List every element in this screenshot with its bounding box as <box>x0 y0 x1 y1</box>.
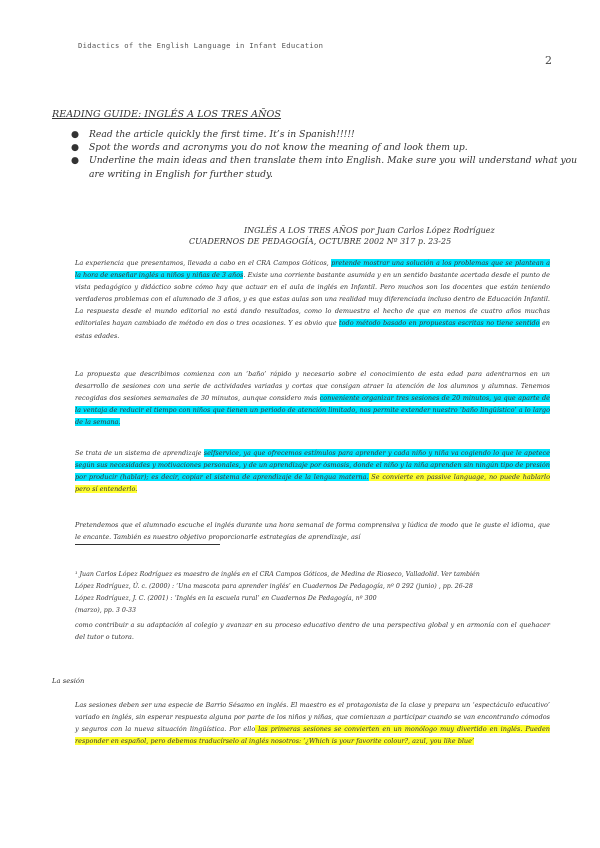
continuation-text: como contribuir a su adaptación al colegio y avanzar en su proceso educativo dentro de una perspectiva global y en armonía con el quehacer del tutor o tutora. <box>75 621 550 642</box>
paragraph-1: La experiencia que presentamos, llevada a cabo en el CRA Campos Góticos, pretende mostrar una solución a los problemas que se plantean a la hora de enseñar inglés a niños y niñas de 3 años. Existe una corriente bastante asumida y en un sentido bastante acertada desde el punto de vista pedagógico y didáctico sobre cómo hay que actuar en el aula de inglés en Infantil. Pero muchos son los docentes que están teniendo verdaderos problemas con el alumnado de 3 años, y es que estas aulas son una realidad muy diferenciada incluso dentro de Educación Infantil. La respuesta desde el mundo editorial no está dando resultados, como lo demuestra el hecho de que en menos de cuatro años muchas editoriales hayan cambiado de método en dos o tres ocasiones. Y es obvio que todo método basado en propuestas escritas no tiene sentido en estas edades. <box>75 259 550 340</box>
footnote <box>75 569 550 617</box>
paragraph-4: Pretendemos que el alumnado escuche el inglés durante una hora semanal de forma comprensiva y lúdica de modo que le guste el idioma, que le encante. También es nuestro objetivo proporcionarle estrategias de aprendizaje, así <box>75 521 550 542</box>
highlight-cyan: conveniente organizar tres sesiones de 20 minutos, ya que aparte de la ventaja de reducir el tiempo con niños que tienen un periodo de atención limitado, nos permite extender nuestro ‘baño lingüístico’ a lo largo de la semana. <box>75 394 550 427</box>
section-heading: La sesión <box>52 677 85 685</box>
highlight-cyan: pretende mostrar una solución a los problemas que se plantean a la hora de enseñar inglés a niños y niñas de 3 años <box>75 259 550 280</box>
highlight-yellow: las primeras sesiones se convierten en un monólogo muy divertido en inglés. <box>255 725 523 734</box>
article-source: CUADERNOS DE PEDAGOGÍA, OCTUBRE 2002 Nº 317 p. 23-25 <box>189 237 452 246</box>
highlight-yellow: Se convierte en passive language, no puede hablarlo pero sí entenderlo. <box>75 473 550 494</box>
bullet-icon: ● <box>71 155 80 167</box>
page-number: 2 <box>545 54 552 67</box>
highlight-cyan: selfservice, ya que ofrecemos estímulos para aprender y cada niño y niña va cogiendo lo que le apetece según sus necesidades y motivaciones personales, y de un aprendizaje por ósmosis, donde el niño y la niña aprenden sin ningún tipo de presión por producir (hablar); es decir, copiar el sistema de aprendizaje de la lengua materna. <box>75 449 550 482</box>
footnote-line-3: López Rodríguez, J. C. (2001) : ‘Inglés en la escuela rural’ en Cuadernos De Pedagogía, nº 300 <box>75 595 377 603</box>
highlight-cyan: todo método basado en propuestas escritas no tiene sentido <box>339 319 540 328</box>
highlight-yellow: Pueden responder en español, pero debemos traducírselo al inglés nosotros: ‘¿Which is your favorite colour?, azul, you like blue’ <box>75 725 550 746</box>
bullet-icon: ● <box>71 142 80 154</box>
bullet-icon: ● <box>71 129 80 140</box>
footnote-line-1: ¹ Juan Carlos López Rodríguez es maestro de inglés en el CRA Campos Góticos, de Medina de Rioseco, Valladolid. Ver también <box>75 571 480 578</box>
paragraph-2: La propuesta que describimos comienza con un ‘baño’ rápido y necesario sobre el conocimiento de esta edad para adentrarnos en un desarrollo de sesiones con una serie de actividades variadas y cortas que consigan atraer la atención de los alumnos y alumnas. Tenemos recogidas dos sesiones semanales de 30 minutos, aunque considero más conveniente organizar tres sesiones de 20 minutos, ya que aparte de la ventaja de reducir el tiempo con niños que tienen un periodo de atención limitado, nos permite extender nuestro ‘baño lingüístico’ a lo largo de la semana. <box>75 370 550 427</box>
footnote-line-4: (marzo), pp. 3 0-33 <box>75 607 136 615</box>
footnote-separator <box>75 544 220 545</box>
reading-guide-title: READING GUIDE: INGLÉS A LOS TRES AÑOS <box>52 109 281 120</box>
paragraph-3: Se trata de un sistema de aprendizaje selfservice, ya que ofrecemos estímulos para aprender y cada niño y niña va cogiendo lo que le apetece según sus necesidades y motivaciones personales, y de un aprendizaje por ósmosis, donde el niño y la niña aprenden sin ningún tipo de presión por producir (hablar); es decir, copiar el sistema de aprendizaje de la lengua materna. Se convierte en passive language, no puede hablarlo pero sí entenderlo. <box>75 449 550 494</box>
article-byline: INGLÉS A LOS TRES AÑOS por Juan Carlos López Rodríguez <box>244 226 495 235</box>
running-header: Didactics of the English Language in Infant Education <box>78 41 324 50</box>
paragraph-session: Las sesiones deben ser una especie de Barrio Sésamo en inglés. El maestro es el protagonista de la clase y prepara un ‘espectáculo educativo’ variado en inglés, sin esperar respuesta alguna por parte de los niños y niñas, que comienzan a participar cuando se van encontrando cómodos y seguros con la nueva situación lingüística. Por ello las primeras sesiones se convierten en un monólogo muy divertido en inglés. Pueden responder en español, pero debemos traducírselo al inglés nosotros: ‘¿Which is your favorite colour?, azul, you like blue’ <box>75 701 550 746</box>
guide-bullet-3: ● Underline the main ideas and then translate them into English. Make sure you will understand what you are writing in English for further study. <box>71 155 578 180</box>
footnote-line-2: López Rodríguez, Ú. c. (2000) : ‘Una mascota para aprender inglés’ en Cuadernos De Pedagogía, nº 0 292 (junio) , pp. 26-28 <box>75 583 473 591</box>
guide-bullet-2: ● Spot the words and acronyms you do not know the meaning of and look them up. <box>71 142 468 154</box>
reading-guide-list <box>71 128 585 181</box>
guide-bullet-1: ● Read the article quickly the first time. It’s in Spanish!!!!! <box>71 129 355 140</box>
